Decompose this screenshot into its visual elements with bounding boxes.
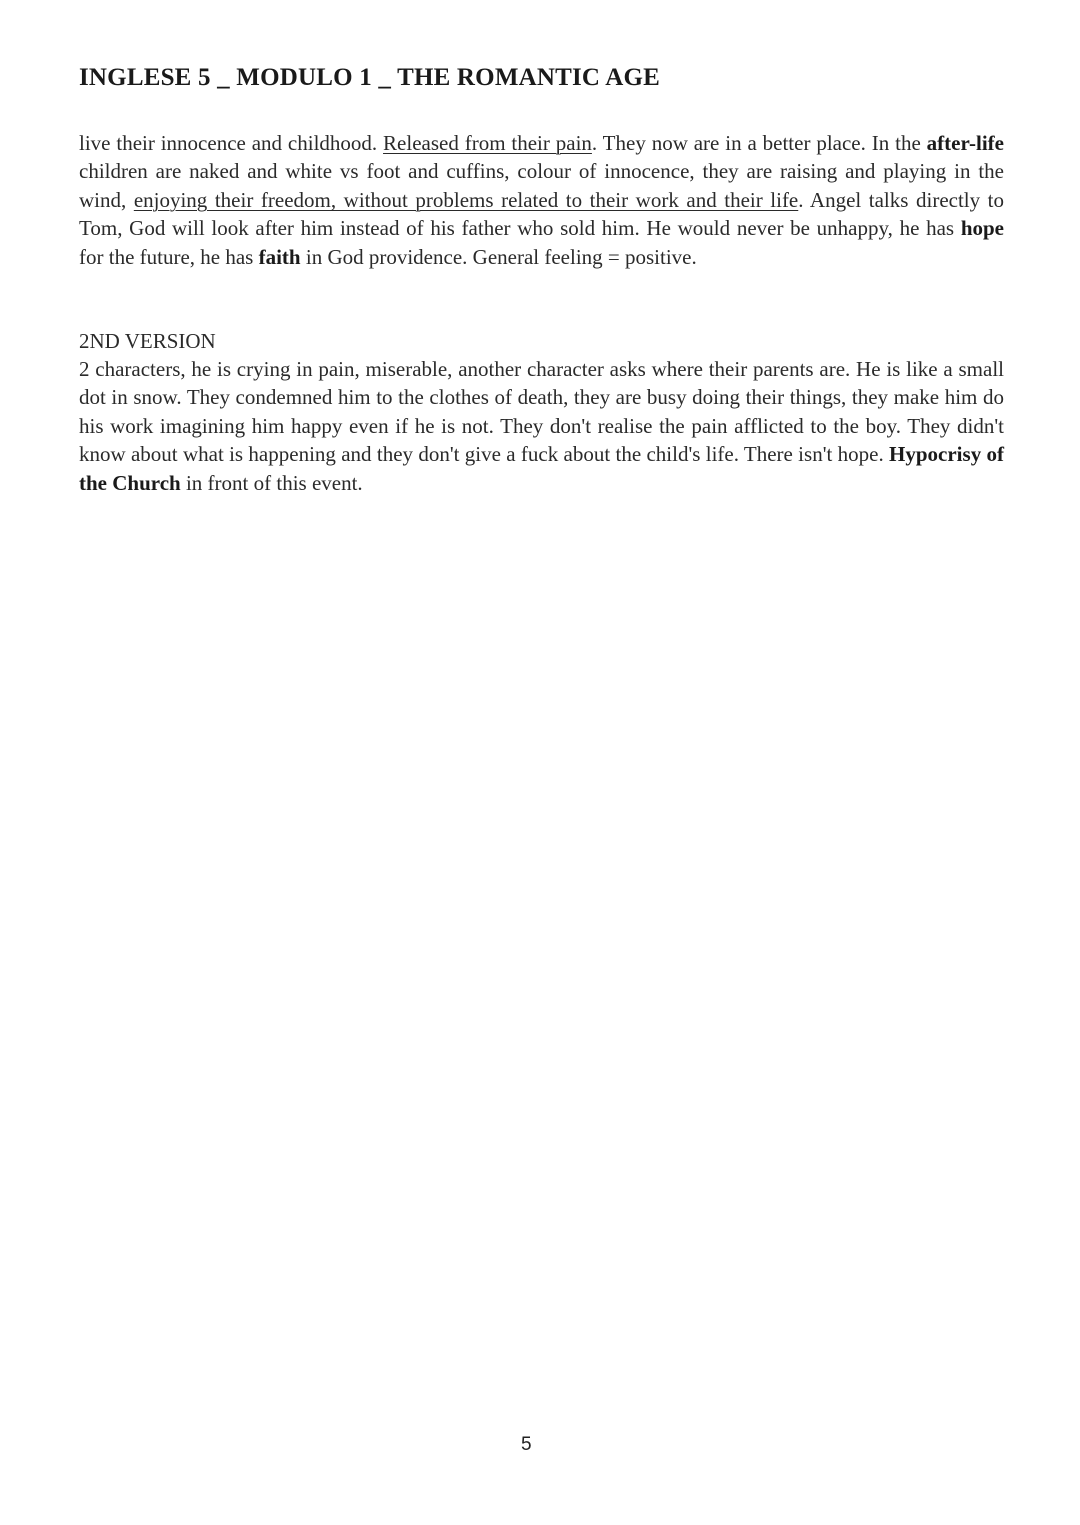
text-segment: in God providence. General feeling = positive. [300,244,697,269]
bold-term-hypocrisy: Hypocrisy of the Church [79,442,1005,495]
text-segment: live their innocence and childhood. [79,131,384,155]
page-title: INGLESE 5 _ MODULO 1 _ THE ROMANTIC AGE [79,64,661,91]
underlined-phrase: Released from their pain [383,131,592,155]
underlined-phrase: enjoying their freedom, without problems related to their work and their life [133,187,799,212]
section-heading: 2ND VERSION [79,329,216,353]
text-segment: for the future, he has [79,244,259,269]
bold-term-hope: hope [960,216,1004,241]
text-segment: 2 characters, he is crying in pain, miserable, another character asks where their parents are. He is like a small dot in snow. They condemned him to the clothes of death, they are busy doing their things, they make him do his work imagining him happy even if he is not. They don't realise the pain afflicted to the boy. They didn't know about what is happening and they don't give a fuck about the child's life. There isn't hope. [79,357,1004,467]
text-segment: children are naked and white vs foot and cuffins, colour of innocence, they are raising and playing in the wind, [79,159,1004,212]
page-number: 5 [521,1434,532,1455]
bold-term-faith: faith [258,244,301,269]
text-segment: . Angel talks directly to Tom, God will look after him instead of his father who sold him. He would never be unhappy, he has [79,187,1005,241]
text-segment: in front of this event. [180,470,363,495]
body-paragraph-2 [79,355,1004,497]
bold-term-after-life: after-life [926,131,1004,155]
text-segment: . They now are in a better place. In the [591,131,927,155]
body-paragraph-1 [79,129,1004,271]
